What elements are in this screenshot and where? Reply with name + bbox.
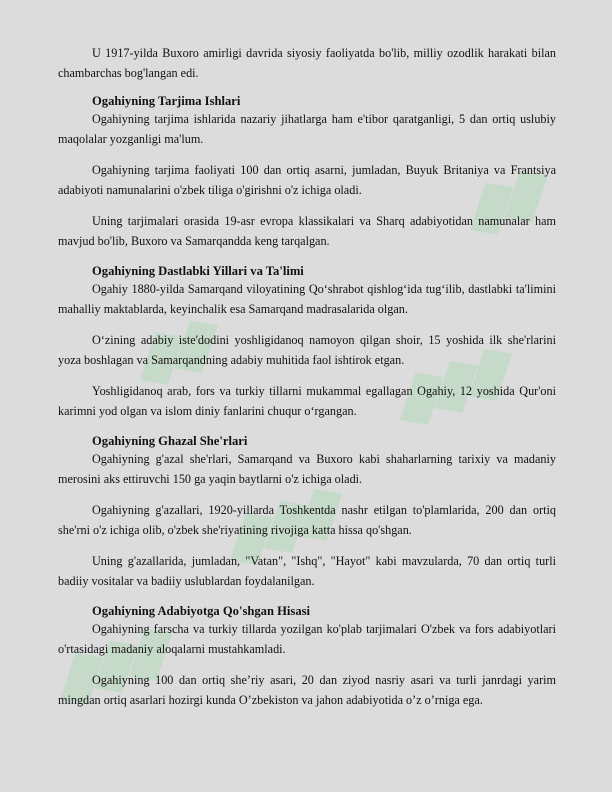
paragraph: O‘zining adabiy iste'dodini yoshligidanoq namoyon qilgan shoir, 15 yoshida ilk she'rlarini yoza boshlagan va Samarqandning adabiy muhitida faol ishtirok etgan.	[58, 333, 556, 367]
paragraph: Ogahiyning g'azal she'rlari, Samarqand va Buxoro kabi shaharlarning tarixiy va madaniy merosini aks ettiruvchi 150 ga yaqin baytlarni o'z ichiga oladi.	[58, 452, 556, 486]
paragraph: Uning g'azallarida, jumladan, "Vatan", "Ishq", "Hayot" kabi mavzularda, 70 dan ortiq turli badiiy vositalar va badiiy uslublardan foydalanilgan.	[58, 554, 556, 588]
paragraph: Ogahiyning farscha va turkiy tillarda yozilgan ko'plab tarjimalari O'zbek va fors adabiyotlari o'rtasidagi madaniy aloqalarni mustahkamladi.	[58, 622, 556, 656]
section-heading: Ogahiyning Adabiyotga Qo'shgan Hisasi	[92, 604, 311, 618]
section-adabiyotga-hissasi	[58, 603, 556, 710]
section-heading: Ogahiyning Tarjima Ishlari	[92, 94, 241, 108]
document-body	[58, 44, 556, 722]
paragraph: Yoshligidanoq arab, fors va turkiy tillarni mukammal egallagan Ogahiy, 12 yoshida Qur'oni karimni yod olgan va islom diniy fanlarini chuqur o‘rgangan.	[58, 384, 556, 418]
paragraph: Ogahiyning 100 dan ortiq she’riy asari, 20 dan ziyod nasriy asari va turli janrdagi yarim mingdan ortiq asarlari hozirgi kunda O’zbekiston va jahon adabiyotida o’z o’rniga ega.	[58, 673, 556, 707]
paragraph: Uning tarjimalari orasida 19-asr evropa klassikalari va Sharq adabiyotidan namunalar ham mavjud bo'lib, Buxoro va Samarqandda keng tarqalgan.	[58, 214, 556, 248]
paragraph: Ogahiyning tarjima ishlarida nazariy jihatlarga ham e'tibor qaratganligi, 5 dan ortiq uslubiy maqolalar yozganligi ma'lum.	[58, 112, 556, 146]
section-heading: Ogahiyning Ghazal She'rlari	[92, 434, 248, 448]
section-ghazal-sherlari	[58, 433, 556, 591]
paragraph: Ogahiyning g'azallari, 1920-yillarda Toshkentda nashr etilgan to'plamlarida, 200 dan ortiq she'rni o'z ichiga olib, o'zbek she'riyatining rivojiga katta hissa qo'shgan.	[58, 503, 556, 537]
intro-paragraph: U 1917-yilda Buxoro amirligi davrida siyosiy faoliyatda bo'lib, milliy ozodlik harakati bilan chambarchas bog'langan edi.	[58, 46, 556, 80]
paragraph: Ogahiyning tarjima faoliyati 100 dan ortiq asarni, jumladan, Buyuk Britaniya va Frantsiya adabiyoti namunalarini o'zbek tiliga o'girishni o'z ichiga oladi.	[58, 163, 556, 197]
paragraph: Ogahiy 1880-yilda Samarqand viloyatining Qo‘shrabot qishlog‘ida tug‘ilib, dastlabki ta'limini mahalliy maktablarda, keyinchalik esa Samarqand madrasalarida olgan.	[58, 282, 556, 316]
section-tarjima-ishlari	[58, 93, 556, 251]
section-heading: Ogahiyning Dastlabki Yillari va Ta'limi	[92, 264, 304, 278]
section-dastlabki-yillari	[58, 263, 556, 421]
